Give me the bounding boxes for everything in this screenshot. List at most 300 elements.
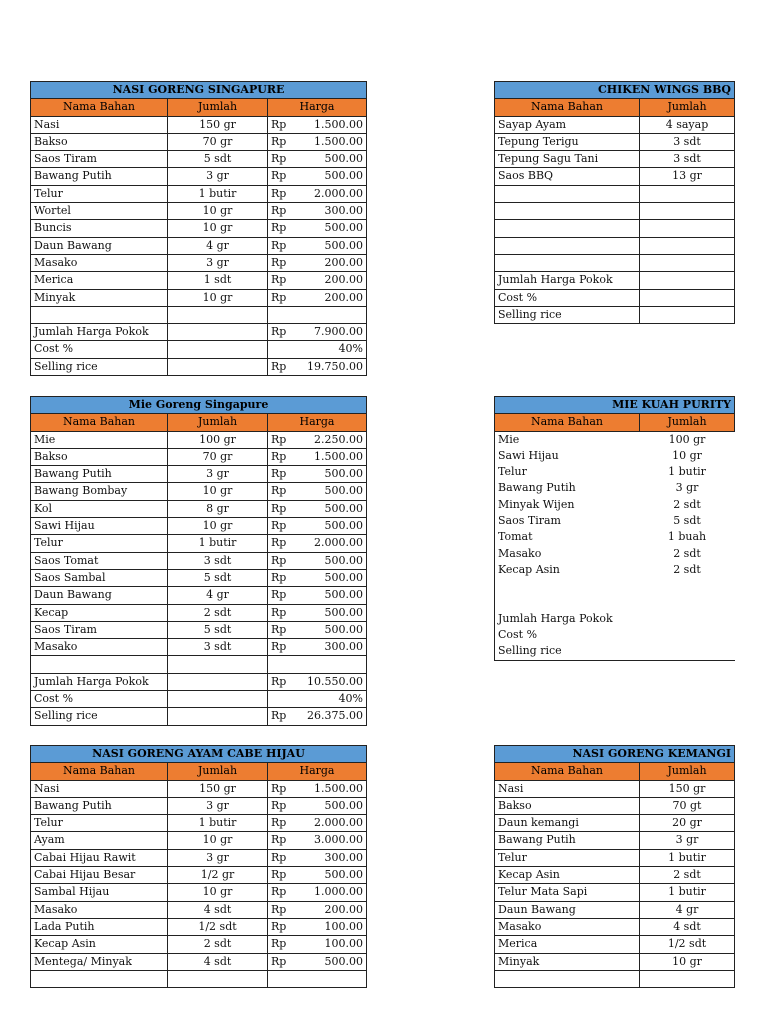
ingredient-name: Mie <box>495 431 640 448</box>
table-row <box>31 237 367 254</box>
table-row <box>31 185 367 202</box>
ingredient-qty <box>640 220 735 237</box>
ingredient-name: Daun Bawang <box>495 901 640 918</box>
ingredient-price: 300.00 <box>298 849 367 866</box>
left-table-2 <box>30 396 367 726</box>
ingredient-name: Telur <box>31 535 168 552</box>
ingredient-name: Masako <box>31 254 168 271</box>
currency-label: Rp <box>268 780 298 797</box>
ingredient-qty: 1/2 sdt <box>640 936 735 953</box>
ingredient-name: Bakso <box>31 133 168 150</box>
table-title: MIE KUAH PURITY <box>495 397 735 414</box>
currency-label <box>268 306 298 323</box>
ingredient-name: Merica <box>31 272 168 289</box>
currency-label: Rp <box>268 254 298 271</box>
ingredient-qty: 4 sdt <box>640 918 735 935</box>
ingredient-qty <box>640 595 735 611</box>
summary-row <box>495 643 735 660</box>
summary-row <box>31 341 367 358</box>
summary-value: 10.550.00 <box>298 673 367 690</box>
table-row <box>495 497 735 513</box>
currency-label: Rp <box>268 569 298 586</box>
table-row <box>495 168 735 185</box>
summary-row <box>31 324 367 341</box>
recipe-table <box>494 396 735 661</box>
recipe-table <box>494 81 735 324</box>
currency-label: Rp <box>268 936 298 953</box>
ingredient-price: 200.00 <box>298 272 367 289</box>
currency-label: Rp <box>268 587 298 604</box>
ingredient-name: Nasi <box>31 780 168 797</box>
ingredient-name: Sayap Ayam <box>495 116 640 133</box>
ingredient-name: Bawang Putih <box>495 832 640 849</box>
ingredient-price <box>298 656 367 673</box>
ingredient-qty <box>640 185 735 202</box>
column-header-name: Nama Bahan <box>31 99 168 116</box>
ingredient-qty: 10 gr <box>672 448 702 462</box>
ingredient-price: 100.00 <box>298 918 367 935</box>
currency-label: Rp <box>268 431 298 448</box>
recipe-cost-table <box>30 396 367 726</box>
ingredient-price: 500.00 <box>298 220 367 237</box>
ingredient-price: 500.00 <box>298 621 367 638</box>
column-header-name: Nama Bahan <box>495 99 640 116</box>
summary-row <box>31 708 367 725</box>
ingredient-price: 500.00 <box>298 569 367 586</box>
ingredient-name: Mie <box>31 431 168 448</box>
ingredient-qty: 150 gr <box>168 116 268 133</box>
ingredient-qty: 3 sdt <box>168 639 268 656</box>
ingredient-qty: 5 sdt <box>168 621 268 638</box>
currency-label: Rp <box>268 324 298 341</box>
currency-label <box>268 970 298 987</box>
ingredient-qty: 3 gr <box>168 168 268 185</box>
table-row <box>495 901 735 918</box>
summary-value <box>640 306 735 323</box>
ingredient-qty: 3 gr <box>168 849 268 866</box>
currency-label: Rp <box>268 168 298 185</box>
summary-value <box>640 289 735 306</box>
ingredient-name: Buncis <box>31 220 168 237</box>
summary-label: Selling rice <box>495 643 640 660</box>
ingredient-name: Bakso <box>495 797 640 814</box>
summary-empty <box>168 358 268 375</box>
ingredient-price: 500.00 <box>298 500 367 517</box>
summary-label: Jumlah Harga Pokok <box>31 324 168 341</box>
ingredient-qty: 2 sdt <box>673 497 701 511</box>
table-row <box>31 569 367 586</box>
summary-row <box>31 691 367 708</box>
ingredient-price: 1.500.00 <box>298 116 367 133</box>
table-row <box>495 185 735 202</box>
currency-label: Rp <box>268 203 298 220</box>
summary-label: Cost % <box>495 627 640 643</box>
ingredient-name: Kecap Asin <box>495 562 640 578</box>
ingredient-price: 500.00 <box>298 867 367 884</box>
column-header-price: Harga <box>268 414 367 431</box>
currency-label: Rp <box>268 518 298 535</box>
summary-row <box>495 627 735 643</box>
currency-label: Rp <box>268 639 298 656</box>
currency-label: Rp <box>268 884 298 901</box>
currency-label: Rp <box>268 185 298 202</box>
ingredient-qty: 10 gr <box>640 953 735 970</box>
ingredient-qty: 4 sdt <box>168 953 268 970</box>
table-row <box>31 203 367 220</box>
table-row <box>31 639 367 656</box>
ingredient-qty <box>168 656 268 673</box>
ingredient-qty: 10 gr <box>168 518 268 535</box>
ingredient-qty: 1 butir <box>168 185 268 202</box>
currency-label: Rp <box>268 815 298 832</box>
ingredient-price: 1.000.00 <box>298 884 367 901</box>
left-table-1 <box>30 81 367 376</box>
ingredient-name: Minyak <box>31 289 168 306</box>
ingredient-qty: 1 sdt <box>168 272 268 289</box>
column-header-price: Harga <box>268 99 367 116</box>
summary-label: Cost % <box>31 341 168 358</box>
summary-value <box>640 611 735 627</box>
table-row <box>495 780 735 797</box>
ingredient-qty: 3 gr <box>168 797 268 814</box>
column-header-qty: Jumlah <box>168 99 268 116</box>
currency-label: Rp <box>268 466 298 483</box>
ingredient-name: Tepung Sagu Tani <box>495 151 640 168</box>
currency-label: Rp <box>268 151 298 168</box>
ingredient-price: 500.00 <box>298 604 367 621</box>
ingredient-qty: 70 gr <box>168 133 268 150</box>
ingredient-name: Daun kemangi <box>495 815 640 832</box>
currency-label: Rp <box>268 500 298 517</box>
currency-label: Rp <box>268 953 298 970</box>
column-header-name: Nama Bahan <box>31 763 168 780</box>
recipe-table <box>494 745 735 988</box>
ingredient-name <box>495 595 640 611</box>
table-row <box>31 272 367 289</box>
currency-label: Rp <box>268 849 298 866</box>
ingredient-name: Tomat <box>495 529 640 545</box>
ingredient-price: 500.00 <box>298 953 367 970</box>
summary-value: 19.750.00 <box>298 358 367 375</box>
ingredient-price: 500.00 <box>298 237 367 254</box>
ingredient-price: 500.00 <box>298 483 367 500</box>
ingredient-name <box>495 220 640 237</box>
table-row <box>31 936 367 953</box>
ingredient-name: Bawang Putih <box>31 466 168 483</box>
table-row <box>31 116 367 133</box>
recipe-cost-table <box>30 81 367 376</box>
table-row <box>31 901 367 918</box>
ingredient-qty: 3 gr <box>168 466 268 483</box>
right-table-2 <box>494 396 735 661</box>
ingredient-qty: 10 gr <box>168 220 268 237</box>
table-row <box>495 546 735 562</box>
currency-label: Rp <box>268 673 298 690</box>
summary-label: Selling rice <box>31 708 168 725</box>
table-row <box>31 220 367 237</box>
ingredient-qty: 4 gr <box>640 901 735 918</box>
ingredient-price: 3.000.00 <box>298 832 367 849</box>
currency-label: Rp <box>268 535 298 552</box>
ingredient-price: 1.500.00 <box>298 448 367 465</box>
ingredient-qty <box>168 970 268 987</box>
summary-row <box>495 289 735 306</box>
ingredient-name: Wortel <box>31 203 168 220</box>
table-row <box>31 953 367 970</box>
ingredient-qty: 10 gr <box>168 289 268 306</box>
table-row <box>31 970 367 987</box>
table-row <box>31 621 367 638</box>
currency-label <box>268 341 298 358</box>
table-row <box>495 815 735 832</box>
ingredient-qty: 10 gr <box>168 203 268 220</box>
table-row <box>31 306 367 323</box>
table-row <box>495 595 735 611</box>
currency-label: Rp <box>268 237 298 254</box>
table-row <box>495 849 735 866</box>
ingredient-price: 200.00 <box>298 901 367 918</box>
ingredient-qty: 100 gr <box>168 431 268 448</box>
table-row <box>495 431 735 448</box>
summary-label: Jumlah Harga Pokok <box>31 673 168 690</box>
ingredient-price: 500.00 <box>298 151 367 168</box>
ingredient-name: Telur Mata Sapi <box>495 884 640 901</box>
ingredient-qty <box>640 970 735 987</box>
table-row <box>31 815 367 832</box>
table-row <box>495 151 735 168</box>
ingredient-name: Saos Tiram <box>31 151 168 168</box>
summary-row <box>495 272 735 289</box>
ingredient-qty: 10 gr <box>168 884 268 901</box>
currency-label: Rp <box>268 621 298 638</box>
ingredient-qty: 70 gt <box>640 797 735 814</box>
ingredient-qty <box>640 203 735 220</box>
ingredient-price: 300.00 <box>298 203 367 220</box>
ingredient-name: Nasi <box>495 780 640 797</box>
table-row <box>31 535 367 552</box>
recipe-cost-table <box>30 745 367 988</box>
ingredient-name <box>31 656 168 673</box>
ingredient-name: Ayam <box>31 832 168 849</box>
ingredient-name: Masako <box>495 546 640 562</box>
ingredient-price: 500.00 <box>298 552 367 569</box>
table-row <box>495 918 735 935</box>
table-row <box>31 254 367 271</box>
ingredient-qty <box>640 254 735 271</box>
ingredient-name: Masako <box>31 639 168 656</box>
ingredient-price: 1.500.00 <box>298 780 367 797</box>
table-row <box>31 884 367 901</box>
ingredient-name <box>495 578 640 594</box>
table-row <box>495 797 735 814</box>
currency-label: Rp <box>268 867 298 884</box>
ingredient-qty: 150 gr <box>168 780 268 797</box>
ingredient-qty: 20 gr <box>640 815 735 832</box>
ingredient-name: Kecap Asin <box>495 867 640 884</box>
ingredient-price: 2.000.00 <box>298 185 367 202</box>
ingredient-price: 500.00 <box>298 168 367 185</box>
summary-value: 7.900.00 <box>298 324 367 341</box>
table-row <box>495 562 735 578</box>
ingredient-price: 2.250.00 <box>298 431 367 448</box>
table-row <box>31 832 367 849</box>
currency-label: Rp <box>268 552 298 569</box>
ingredient-name: Telur <box>495 464 640 480</box>
ingredient-qty: 5 sdt <box>168 151 268 168</box>
summary-value: 40% <box>298 691 367 708</box>
summary-label: Selling rice <box>31 358 168 375</box>
table-row <box>495 464 735 480</box>
table-row <box>31 431 367 448</box>
table-row <box>31 133 367 150</box>
ingredient-name: Bawang Putih <box>31 797 168 814</box>
column-header-name: Nama Bahan <box>495 414 640 431</box>
currency-label <box>268 691 298 708</box>
currency-label: Rp <box>268 918 298 935</box>
summary-row <box>31 358 367 375</box>
ingredient-name: Daun Bawang <box>31 587 168 604</box>
ingredient-qty: 4 sayap <box>640 116 735 133</box>
currency-label <box>268 656 298 673</box>
ingredient-name <box>31 970 168 987</box>
ingredient-qty: 3 sdt <box>640 133 735 150</box>
ingredient-qty: 3 sdt <box>168 552 268 569</box>
ingredient-qty: 3 gr <box>640 832 735 849</box>
summary-label: Selling rice <box>495 306 640 323</box>
currency-label: Rp <box>268 116 298 133</box>
summary-value <box>640 272 735 289</box>
right-table-3 <box>494 745 735 988</box>
ingredient-name: Sawi Hijau <box>495 448 640 464</box>
ingredient-name: Kecap <box>31 604 168 621</box>
ingredient-qty: 2 sdt <box>168 936 268 953</box>
table-row <box>495 936 735 953</box>
currency-label: Rp <box>268 133 298 150</box>
summary-value <box>640 627 735 643</box>
table-row <box>495 133 735 150</box>
summary-empty <box>168 708 268 725</box>
column-header-qty: Jumlah <box>168 414 268 431</box>
table-row <box>495 448 735 464</box>
summary-value: 40% <box>298 341 367 358</box>
ingredient-qty: 8 gr <box>168 500 268 517</box>
ingredient-qty: 1/2 gr <box>168 867 268 884</box>
table-row <box>495 116 735 133</box>
ingredient-name: Masako <box>31 901 168 918</box>
ingredient-qty: 3 gr <box>168 254 268 271</box>
ingredient-name: Tepung Terigu <box>495 133 640 150</box>
ingredient-name: Cabai Hijau Rawit <box>31 849 168 866</box>
ingredient-name: Merica <box>495 936 640 953</box>
ingredient-name: Bawang Putih <box>31 168 168 185</box>
currency-label: Rp <box>268 448 298 465</box>
ingredient-price: 200.00 <box>298 254 367 271</box>
summary-label: Cost % <box>31 691 168 708</box>
table-row <box>31 466 367 483</box>
table-row <box>31 483 367 500</box>
ingredient-name: Lada Putih <box>31 918 168 935</box>
ingredient-qty: 2 sdt <box>640 867 735 884</box>
table-row <box>495 513 735 529</box>
ingredient-qty: 4 sdt <box>168 901 268 918</box>
ingredient-qty <box>168 306 268 323</box>
ingredient-name: Minyak Wijen <box>495 497 640 513</box>
ingredient-price: 200.00 <box>298 289 367 306</box>
table-row <box>31 518 367 535</box>
summary-label: Cost % <box>495 289 640 306</box>
table-row <box>495 953 735 970</box>
ingredient-qty: 10 gr <box>168 832 268 849</box>
right-table-1 <box>494 81 735 324</box>
ingredient-price: 2.000.00 <box>298 815 367 832</box>
summary-value <box>640 643 735 660</box>
ingredient-qty: 4 gr <box>168 587 268 604</box>
table-title: NASI GORENG AYAM CABE HIJAU <box>31 746 367 763</box>
ingredient-name: Telur <box>31 815 168 832</box>
ingredient-name: Minyak <box>495 953 640 970</box>
table-row <box>31 604 367 621</box>
summary-empty <box>168 673 268 690</box>
summary-empty <box>168 324 268 341</box>
column-header-name: Nama Bahan <box>31 414 168 431</box>
currency-label: Rp <box>268 220 298 237</box>
ingredient-name: Saos Tomat <box>31 552 168 569</box>
table-row <box>31 552 367 569</box>
column-header-name: Nama Bahan <box>495 763 640 780</box>
table-row <box>31 867 367 884</box>
ingredient-name: Kecap Asin <box>31 936 168 953</box>
ingredient-qty: 2 sdt <box>168 604 268 621</box>
table-row <box>495 480 735 496</box>
table-title: CHIKEN WINGS BBQ <box>495 82 735 99</box>
table-row <box>31 168 367 185</box>
currency-label: Rp <box>268 797 298 814</box>
ingredient-name <box>495 185 640 202</box>
ingredient-name: Mentega/ Minyak <box>31 953 168 970</box>
ingredient-price: 500.00 <box>298 797 367 814</box>
table-row <box>495 884 735 901</box>
table-row <box>495 867 735 884</box>
ingredient-price: 500.00 <box>298 518 367 535</box>
table-row <box>31 780 367 797</box>
ingredient-name <box>495 254 640 271</box>
ingredient-qty: 1 butir <box>168 815 268 832</box>
currency-label: Rp <box>268 358 298 375</box>
summary-row <box>495 611 735 627</box>
ingredient-name: Bawang Putih <box>495 480 640 496</box>
ingredient-name: Telur <box>31 185 168 202</box>
ingredient-name <box>31 306 168 323</box>
table-row <box>495 529 735 545</box>
ingredient-qty: 1 butir <box>168 535 268 552</box>
ingredient-qty: 1 butir <box>668 465 706 479</box>
currency-label: Rp <box>268 604 298 621</box>
ingredient-qty: 2 sdt <box>673 546 701 560</box>
ingredient-name: Bakso <box>31 448 168 465</box>
column-header-qty: Jumlah <box>640 763 735 780</box>
ingredient-qty: 100 gr <box>668 432 706 446</box>
table-row <box>31 849 367 866</box>
ingredient-qty: 1 butir <box>640 884 735 901</box>
summary-empty <box>168 341 268 358</box>
ingredient-name: Saos BBQ <box>495 168 640 185</box>
currency-label: Rp <box>268 483 298 500</box>
ingredient-name: Sawi Hijau <box>31 518 168 535</box>
ingredient-price: 300.00 <box>298 639 367 656</box>
ingredient-name: Saos Sambal <box>31 569 168 586</box>
ingredient-name: Daun Bawang <box>31 237 168 254</box>
column-header-qty: Jumlah <box>640 414 735 431</box>
